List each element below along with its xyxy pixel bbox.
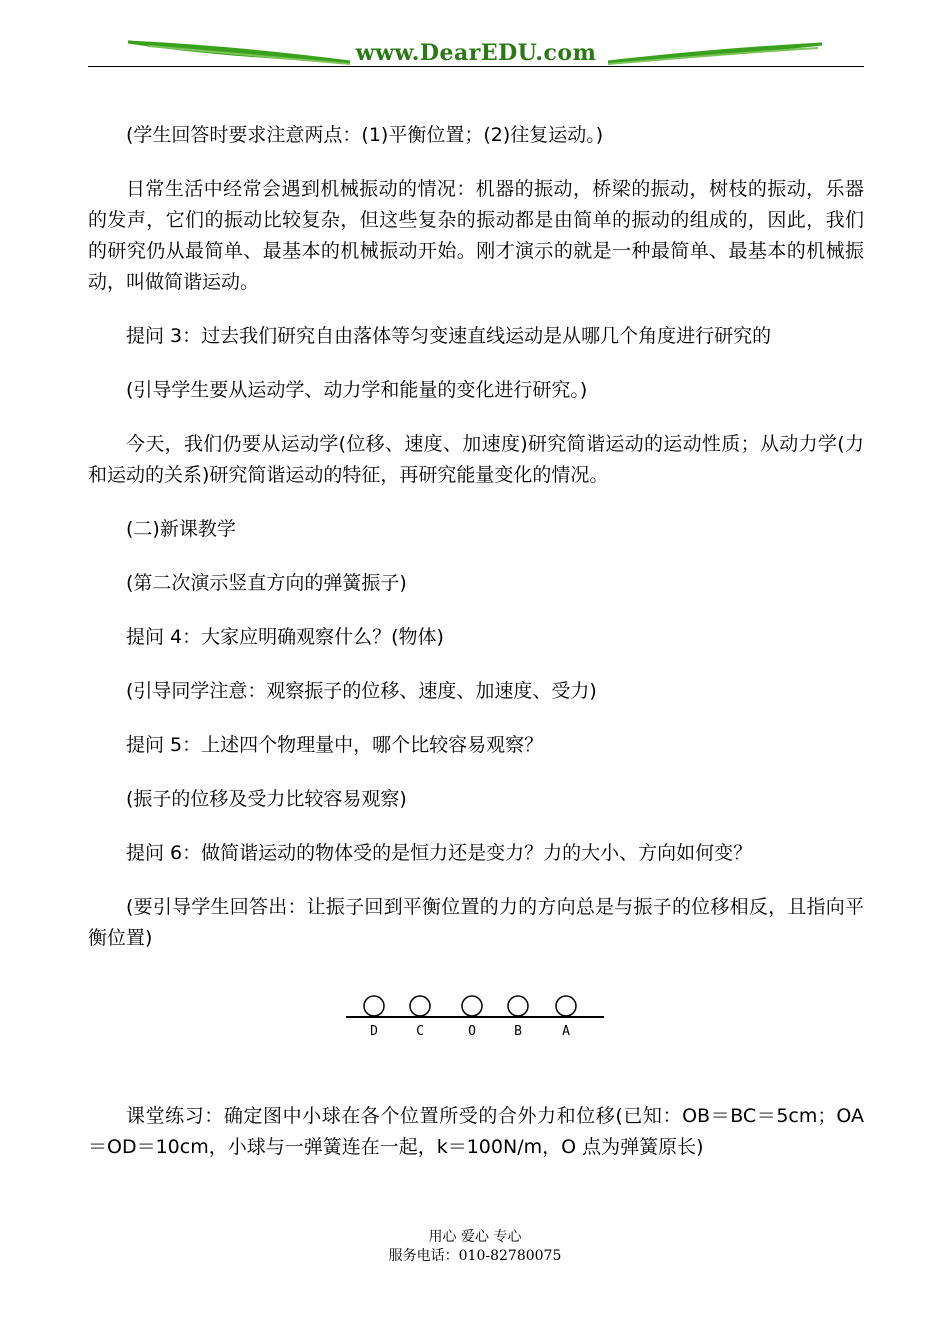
paragraph: (第二次演示竖直方向的弹簧振子)	[126, 572, 407, 594]
ball-b	[508, 996, 528, 1016]
label-d: D	[370, 1024, 378, 1039]
ball-o	[462, 996, 482, 1016]
paragraph: (要引导学生回答出：让振子回到平衡位置的力的方向总是与振子的位移相反，且指向平衡位置)	[88, 896, 864, 949]
document-body	[88, 120, 864, 977]
ball-c	[410, 996, 430, 1016]
paragraph: 提问 6：做简谐运动的物体受的是恒力还是变力？力的大小、方向如何变？	[126, 842, 753, 864]
ball-d	[364, 996, 384, 1016]
paragraph: (振子的位移及受力比较容易观察)	[126, 788, 407, 810]
paragraph: 提问 5：上述四个物理量中，哪个比较容易观察？	[126, 734, 544, 756]
page-footer	[0, 1228, 950, 1266]
exercise-paragraph: 课堂练习：确定图中小球在各个位置所受的合外力和位移(已知：OB＝BC＝5cm；OA＝OD＝10cm，小球与一弹簧连在一起，k＝100N/m，O 点为弹簧原长)	[88, 1105, 864, 1158]
paragraph: 提问 3：过去我们研究自由落体等匀变速直线运动是从哪几个角度进行研究的	[126, 325, 772, 347]
exercise-section	[88, 1101, 864, 1186]
footer-phone: 服务电话：010-82780075	[388, 1248, 562, 1264]
ball-a	[556, 996, 576, 1016]
paragraph: 今天，我们仍要从运动学(位移、速度、加速度)研究简谐运动的运动性质；从动力学(力和运动的关系)研究简谐运动的特征，再研究能量变化的情况。	[88, 433, 864, 486]
ball-track-diagram	[340, 988, 610, 1024]
footer-slogan: 用心 爱心 专心	[428, 1229, 522, 1245]
label-c: C	[416, 1024, 424, 1039]
site-logo-text: www.DearEDU.com	[355, 40, 597, 66]
label-o: O	[468, 1024, 476, 1039]
label-b: B	[514, 1024, 522, 1039]
paragraph: (学生回答时要求注意两点：(1)平衡位置；(2)往复运动。)	[126, 124, 604, 146]
header-rule	[88, 66, 864, 67]
paragraph: (引导同学注意：观察振子的位移、速度、加速度、受力)	[126, 680, 597, 702]
paragraph: 日常生活中经常会遇到机械振动的情况：机器的振动，桥梁的振动，树枝的振动，乐器的发声，它们的振动比较复杂，但这些复杂的振动都是由简单的振动的组成的，因此，我们的研究仍从最简单、最基本的机械振动开始。刚才演示的就是一种最简单、最基本的机械振动，叫做简谐运动。	[88, 178, 864, 293]
paragraph: (二)新课教学	[126, 518, 236, 540]
label-a: A	[562, 1024, 570, 1039]
paragraph: (引导学生要从运动学、动力学和能量的变化进行研究。)	[126, 379, 588, 401]
oscillator-positions-figure	[340, 988, 610, 1048]
paragraph: 提问 4：大家应明确观察什么？(物体)	[126, 626, 444, 648]
page-header	[88, 28, 864, 70]
